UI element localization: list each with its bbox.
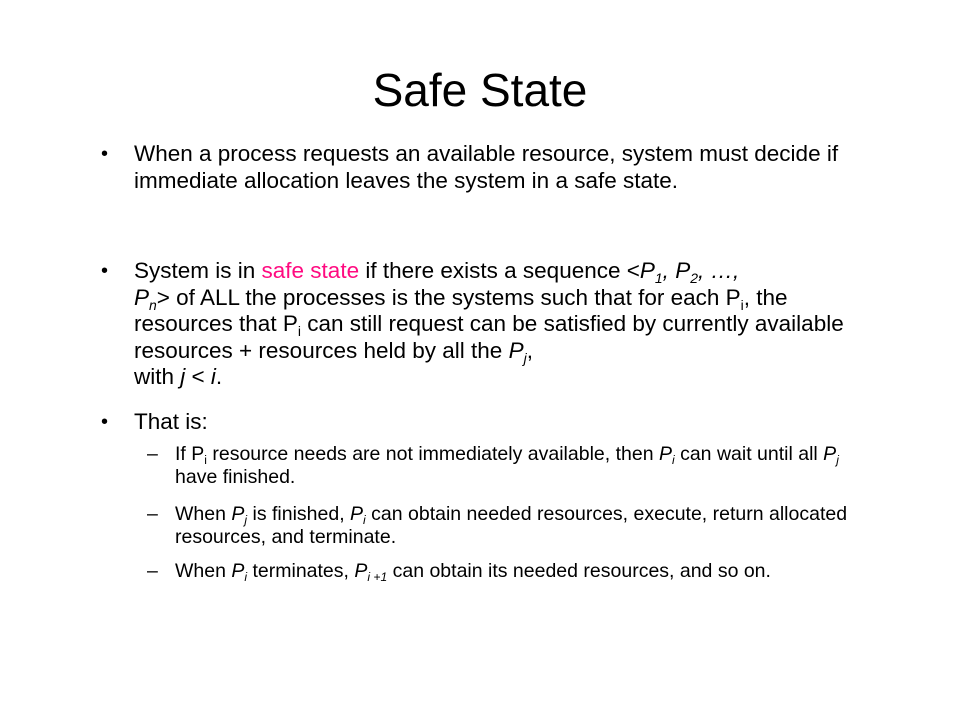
- slide-title: Safe State: [372, 64, 588, 116]
- sub-bullet-wait: [147, 443, 865, 489]
- dash-marker: –: [147, 560, 158, 582]
- sub-bullet-text: When $P_i$ terminates, $P_{i +1}$ can obtain its needed resources, and so on.: [175, 560, 771, 585]
- bullet-marker: •: [101, 411, 109, 433]
- bullet-text: When a process requests an available resource, system must decide if immediate allocation leaves the system in a safe state.: [134, 141, 839, 193]
- bullet-text: System is in safe state if there exists a sequence $<P_1$, $P_2$, …, $P_n>$ of ALL the processes is the systems such that for each $P_i$, the resources that $P_i$ can still request can be satisfied by currently available resources + resources held by all the $P_j$, with j < i.: [134, 258, 844, 389]
- sub-bullet-finished: [147, 503, 865, 549]
- bullet-item-safe-state-definition: [101, 258, 864, 391]
- safe-state-highlight: safe state: [261, 258, 360, 283]
- sub-bullet-terminates: [147, 560, 865, 585]
- sub-bullet-text: When $P_j$ is finished, $P_i$ can obtain needed resources, execute, return allocated resources, and terminate.: [175, 503, 848, 548]
- bullet-text: That is:: [134, 409, 208, 434]
- bullet-marker: •: [101, 260, 109, 282]
- dash-marker: –: [147, 503, 158, 525]
- bullet-item-that-is: [101, 409, 864, 436]
- sub-bullet-text: If $P_i$ resource needs are not immediately available, then $P_i$ can wait until all $P_j$ have finished.: [175, 443, 839, 488]
- dash-marker: –: [147, 443, 158, 465]
- bullet-marker: •: [101, 143, 109, 165]
- bullet-item-allocation: [101, 141, 864, 194]
